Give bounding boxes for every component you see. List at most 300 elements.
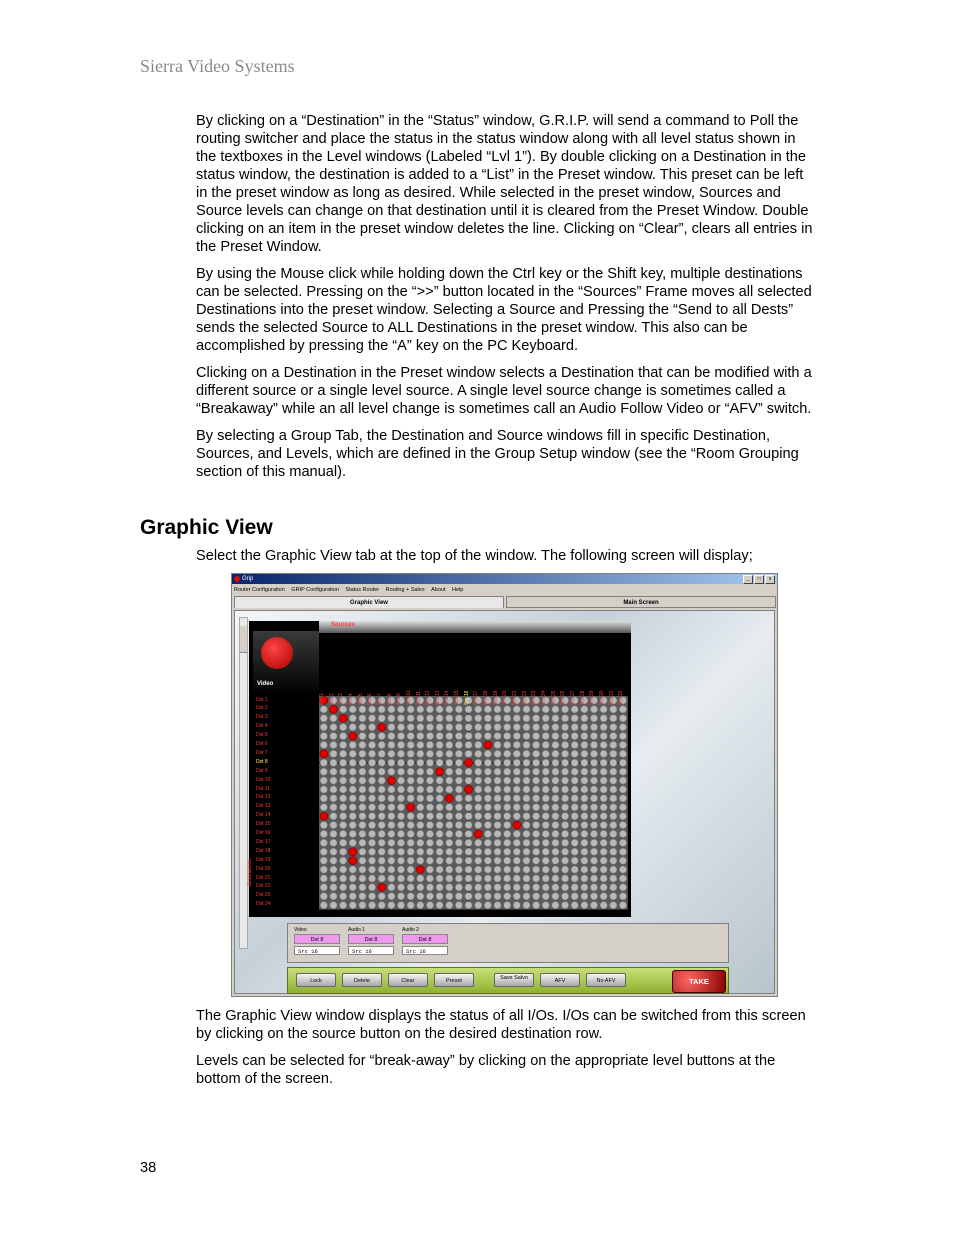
crosspoint-button[interactable] [581,813,588,820]
crosspoint-button[interactable] [494,821,501,828]
crosspoint-button[interactable] [561,732,568,739]
crosspoint-button[interactable] [610,875,617,882]
crosspoint-button[interactable] [320,724,327,731]
crosspoint-button[interactable] [590,786,597,793]
crosspoint-button[interactable] [561,884,568,891]
crosspoint-button[interactable] [378,875,385,882]
destination-label[interactable]: Dst 4 [256,723,268,730]
maximize-button[interactable]: □ [754,575,764,584]
crosspoint-button[interactable] [571,902,578,909]
crosspoint-button[interactable] [600,777,607,784]
crosspoint-button[interactable] [397,715,404,722]
crosspoint-button[interactable] [533,821,540,828]
crosspoint-button[interactable] [610,839,617,846]
crosspoint-button[interactable] [561,848,568,855]
crosspoint-button[interactable] [513,875,520,882]
crosspoint-button[interactable] [475,715,482,722]
crosspoint-button[interactable] [484,866,491,873]
crosspoint-button[interactable] [330,848,337,855]
crosspoint-button[interactable] [349,777,356,784]
crosspoint-button[interactable] [571,821,578,828]
crosspoint-button[interactable] [417,724,424,731]
crosspoint-button[interactable] [475,724,482,731]
crosspoint-button[interactable] [349,893,356,900]
crosspoint-button[interactable] [571,715,578,722]
crosspoint-button[interactable] [581,848,588,855]
crosspoint-button[interactable] [571,732,578,739]
crosspoint-button[interactable] [455,804,462,811]
crosspoint-button[interactable] [378,902,385,909]
crosspoint-button[interactable] [446,777,453,784]
crosspoint-button[interactable] [619,715,626,722]
crosspoint-active[interactable] [339,714,347,722]
crosspoint-button[interactable] [590,741,597,748]
crosspoint-button[interactable] [340,724,347,731]
crosspoint-button[interactable] [552,893,559,900]
source-label[interactable]: Src 2 [328,693,335,705]
crosspoint-button[interactable] [446,830,453,837]
source-label[interactable]: Src 19 [492,690,499,705]
crosspoint-button[interactable] [378,821,385,828]
crosspoint-button[interactable] [484,857,491,864]
crosspoint-button[interactable] [523,875,530,882]
crosspoint-button[interactable] [571,804,578,811]
crosspoint-button[interactable] [436,884,443,891]
crosspoint-button[interactable] [581,759,588,766]
source-label[interactable]: Src 25 [550,690,557,705]
crosspoint-button[interactable] [581,715,588,722]
crosspoint-button[interactable] [397,786,404,793]
crosspoint-button[interactable] [330,902,337,909]
destination-label[interactable]: Dst 11 [256,785,271,792]
crosspoint-button[interactable] [368,839,375,846]
crosspoint-button[interactable] [436,706,443,713]
crosspoint-button[interactable] [320,875,327,882]
level-dst-button[interactable]: Dst 8 [294,934,340,944]
crosspoint-button[interactable] [455,750,462,757]
crosspoint-button[interactable] [407,830,414,837]
crosspoint-button[interactable] [465,839,472,846]
crosspoint-button[interactable] [320,759,327,766]
crosspoint-button[interactable] [426,795,433,802]
crosspoint-button[interactable] [340,902,347,909]
crosspoint-button[interactable] [552,759,559,766]
crosspoint-button[interactable] [504,795,511,802]
crosspoint-button[interactable] [600,786,607,793]
crosspoint-button[interactable] [436,750,443,757]
level-dst-button[interactable]: Dst 8 [402,934,448,944]
crosspoint-button[interactable] [465,893,472,900]
crosspoint-button[interactable] [397,839,404,846]
crosspoint-button[interactable] [533,706,540,713]
crosspoint-button[interactable] [571,857,578,864]
crosspoint-button[interactable] [542,848,549,855]
crosspoint-button[interactable] [330,732,337,739]
level-dst-button[interactable]: Dst 8 [348,934,394,944]
crosspoint-button[interactable] [581,795,588,802]
crosspoint-button[interactable] [561,777,568,784]
minimize-button[interactable]: _ [743,575,753,584]
source-label[interactable]: Src 15 [454,690,461,705]
crosspoint-button[interactable] [426,724,433,731]
crosspoint-button[interactable] [340,750,347,757]
crosspoint-button[interactable] [426,759,433,766]
crosspoint-button[interactable] [388,821,395,828]
crosspoint-button[interactable] [513,732,520,739]
crosspoint-button[interactable] [533,777,540,784]
crosspoint-button[interactable] [561,839,568,846]
crosspoint-button[interactable] [368,741,375,748]
crosspoint-button[interactable] [523,768,530,775]
crosspoint-button[interactable] [455,724,462,731]
crosspoint-button[interactable] [455,821,462,828]
crosspoint-button[interactable] [436,759,443,766]
crosspoint-button[interactable] [436,902,443,909]
crosspoint-button[interactable] [330,795,337,802]
crosspoint-button[interactable] [349,795,356,802]
crosspoint-button[interactable] [368,830,375,837]
crosspoint-button[interactable] [504,821,511,828]
crosspoint-button[interactable] [417,795,424,802]
crosspoint-button[interactable] [455,786,462,793]
crosspoint-button[interactable] [552,715,559,722]
crosspoint-button[interactable] [513,848,520,855]
crosspoint-button[interactable] [426,857,433,864]
crosspoint-button[interactable] [378,866,385,873]
crosspoint-button[interactable] [397,866,404,873]
crosspoint-button[interactable] [494,724,501,731]
crosspoint-button[interactable] [600,724,607,731]
crosspoint-button[interactable] [475,795,482,802]
crosspoint-button[interactable] [542,741,549,748]
crosspoint-active[interactable] [329,705,337,713]
crosspoint-button[interactable] [407,777,414,784]
crosspoint-button[interactable] [610,821,617,828]
crosspoint-active[interactable] [465,759,473,767]
crosspoint-button[interactable] [610,848,617,855]
crosspoint-button[interactable] [561,804,568,811]
crosspoint-button[interactable] [533,759,540,766]
crosspoint-button[interactable] [590,706,597,713]
scrollbar-thumb[interactable] [240,626,247,653]
crosspoint-button[interactable] [446,715,453,722]
crosspoint-button[interactable] [542,724,549,731]
crosspoint-button[interactable] [407,821,414,828]
crosspoint-button[interactable] [407,813,414,820]
crosspoint-button[interactable] [397,875,404,882]
crosspoint-button[interactable] [436,715,443,722]
crosspoint-button[interactable] [359,795,366,802]
crosspoint-button[interactable] [446,848,453,855]
crosspoint-button[interactable] [533,724,540,731]
crosspoint-button[interactable] [426,866,433,873]
crosspoint-button[interactable] [436,732,443,739]
crosspoint-button[interactable] [388,795,395,802]
crosspoint-button[interactable] [407,795,414,802]
crosspoint-button[interactable] [359,715,366,722]
crosspoint-button[interactable] [407,902,414,909]
crosspoint-button[interactable] [561,821,568,828]
crosspoint-button[interactable] [523,884,530,891]
crosspoint-button[interactable] [475,706,482,713]
crosspoint-button[interactable] [600,875,607,882]
crosspoint-button[interactable] [600,804,607,811]
crosspoint-button[interactable] [610,795,617,802]
crosspoint-button[interactable] [590,804,597,811]
crosspoint-button[interactable] [542,875,549,882]
crosspoint-button[interactable] [561,706,568,713]
crosspoint-button[interactable] [465,884,472,891]
crosspoint-button[interactable] [378,893,385,900]
crosspoint-button[interactable] [340,813,347,820]
crosspoint-button[interactable] [455,741,462,748]
crosspoint-button[interactable] [494,706,501,713]
crosspoint-button[interactable] [378,741,385,748]
crosspoint-button[interactable] [330,875,337,882]
crosspoint-button[interactable] [600,813,607,820]
source-label[interactable]: Src 22 [521,690,528,705]
crosspoint-button[interactable] [378,857,385,864]
crosspoint-button[interactable] [417,715,424,722]
crosspoint-active[interactable] [484,741,492,749]
crosspoint-button[interactable] [610,724,617,731]
crosspoint-button[interactable] [523,893,530,900]
crosspoint-button[interactable] [407,884,414,891]
crosspoint-button[interactable] [581,866,588,873]
crosspoint-button[interactable] [455,813,462,820]
crosspoint-button[interactable] [359,902,366,909]
crosspoint-button[interactable] [533,830,540,837]
crosspoint-button[interactable] [600,795,607,802]
source-label[interactable]: Src 31 [608,690,615,705]
crosspoint-button[interactable] [484,902,491,909]
crosspoint-button[interactable] [542,795,549,802]
clear-button[interactable]: Clear [388,973,428,987]
crosspoint-button[interactable] [513,804,520,811]
close-button[interactable]: x [765,575,775,584]
crosspoint-button[interactable] [475,848,482,855]
crosspoint-button[interactable] [571,884,578,891]
crosspoint-button[interactable] [349,786,356,793]
crosspoint-button[interactable] [455,866,462,873]
crosspoint-button[interactable] [465,813,472,820]
crosspoint-button[interactable] [388,902,395,909]
crosspoint-button[interactable] [542,830,549,837]
crosspoint-button[interactable] [619,741,626,748]
crosspoint-button[interactable] [533,732,540,739]
crosspoint-button[interactable] [484,715,491,722]
crosspoint-button[interactable] [455,893,462,900]
crosspoint-button[interactable] [523,750,530,757]
crosspoint-button[interactable] [523,777,530,784]
crosspoint-button[interactable] [561,893,568,900]
crosspoint-button[interactable] [475,902,482,909]
crosspoint-button[interactable] [349,724,356,731]
crosspoint-button[interactable] [349,804,356,811]
crosspoint-button[interactable] [426,715,433,722]
source-label[interactable]: Src 3 [338,693,345,705]
crosspoint-button[interactable] [590,884,597,891]
crosspoint-button[interactable] [600,848,607,855]
crosspoint-button[interactable] [359,884,366,891]
crosspoint-button[interactable] [397,732,404,739]
crosspoint-button[interactable] [417,750,424,757]
destination-label[interactable]: Dst 2 [256,705,268,712]
menu-grip-configuration[interactable]: GRIP Configuration [291,587,339,593]
crosspoint-button[interactable] [417,706,424,713]
crosspoint-button[interactable] [494,813,501,820]
crosspoint-button[interactable] [465,875,472,882]
crosspoint-button[interactable] [504,768,511,775]
crosspoint-button[interactable] [619,750,626,757]
crosspoint-button[interactable] [436,777,443,784]
crosspoint-button[interactable] [571,813,578,820]
crosspoint-button[interactable] [349,830,356,837]
crosspoint-button[interactable] [368,893,375,900]
crosspoint-button[interactable] [320,830,327,837]
crosspoint-button[interactable] [368,813,375,820]
crosspoint-button[interactable] [494,848,501,855]
destination-label[interactable]: Dst 18 [256,847,271,854]
crosspoint-button[interactable] [475,821,482,828]
crosspoint-button[interactable] [619,732,626,739]
crosspoint-button[interactable] [436,821,443,828]
crosspoint-button[interactable] [320,795,327,802]
crosspoint-button[interactable] [533,839,540,846]
crosspoint-button[interactable] [523,902,530,909]
crosspoint-button[interactable] [552,724,559,731]
crosspoint-button[interactable] [523,839,530,846]
crosspoint-button[interactable] [533,893,540,900]
crosspoint-button[interactable] [581,821,588,828]
crosspoint-button[interactable] [542,715,549,722]
crosspoint-button[interactable] [397,750,404,757]
crosspoint-button[interactable] [397,741,404,748]
source-label[interactable]: Src 23 [531,690,538,705]
crosspoint-button[interactable] [484,839,491,846]
crosspoint-button[interactable] [455,875,462,882]
crosspoint-button[interactable] [426,777,433,784]
crosspoint-active[interactable] [387,777,395,785]
crosspoint-button[interactable] [494,715,501,722]
crosspoint-button[interactable] [494,884,501,891]
crosspoint-button[interactable] [330,830,337,837]
menu-routing-salvo[interactable]: Routing + Salvo [385,587,425,593]
crosspoint-button[interactable] [320,732,327,739]
crosspoint-button[interactable] [590,813,597,820]
crosspoint-button[interactable] [619,821,626,828]
crosspoint-button[interactable] [446,786,453,793]
source-label[interactable]: Src 8 [386,693,393,705]
crosspoint-button[interactable] [523,848,530,855]
source-label[interactable]: Src 32 [618,690,625,705]
crosspoint-button[interactable] [349,706,356,713]
crosspoint-button[interactable] [436,804,443,811]
crosspoint-button[interactable] [446,902,453,909]
crosspoint-button[interactable] [388,866,395,873]
crosspoint-button[interactable] [359,804,366,811]
crosspoint-button[interactable] [340,893,347,900]
crosspoint-button[interactable] [397,857,404,864]
source-label[interactable]: Src 9 [396,693,403,705]
crosspoint-button[interactable] [619,893,626,900]
crosspoint-button[interactable] [571,724,578,731]
crosspoint-button[interactable] [368,848,375,855]
crosspoint-active[interactable] [436,768,444,776]
crosspoint-button[interactable] [475,750,482,757]
crosspoint-button[interactable] [533,741,540,748]
crosspoint-button[interactable] [475,857,482,864]
lock-button[interactable]: Lock [296,973,336,987]
crosspoint-button[interactable] [581,706,588,713]
crosspoint-button[interactable] [561,875,568,882]
crosspoint-button[interactable] [484,813,491,820]
crosspoint-button[interactable] [484,848,491,855]
destination-label[interactable]: Dst 17 [256,838,271,845]
crosspoint-button[interactable] [484,724,491,731]
crosspoint-button[interactable] [465,777,472,784]
crosspoint-button[interactable] [330,804,337,811]
crosspoint-button[interactable] [552,884,559,891]
crosspoint-button[interactable] [397,884,404,891]
crosspoint-button[interactable] [407,732,414,739]
crosspoint-button[interactable] [407,857,414,864]
crosspoint-button[interactable] [542,866,549,873]
crosspoint-button[interactable] [368,715,375,722]
crosspoint-button[interactable] [542,839,549,846]
crosspoint-button[interactable] [397,724,404,731]
crosspoint-button[interactable] [610,750,617,757]
crosspoint-button[interactable] [417,902,424,909]
crosspoint-button[interactable] [368,821,375,828]
crosspoint-button[interactable] [475,741,482,748]
crosspoint-button[interactable] [397,759,404,766]
crosspoint-button[interactable] [542,804,549,811]
crosspoint-button[interactable] [320,706,327,713]
destination-label[interactable]: Dst 6 [256,741,268,747]
source-label[interactable]: Src 14 [444,690,451,705]
crosspoint-button[interactable] [552,875,559,882]
crosspoint-button[interactable] [397,893,404,900]
crosspoint-button[interactable] [436,741,443,748]
crosspoint-button[interactable] [446,866,453,873]
crosspoint-button[interactable] [340,768,347,775]
crosspoint-button[interactable] [610,732,617,739]
crosspoint-button[interactable] [378,777,385,784]
crosspoint-button[interactable] [465,821,472,828]
crosspoint-button[interactable] [340,830,347,837]
crosspoint-button[interactable] [320,821,327,828]
crosspoint-button[interactable] [590,732,597,739]
crosspoint-button[interactable] [561,724,568,731]
crosspoint-button[interactable] [455,830,462,837]
crosspoint-button[interactable] [533,813,540,820]
source-label[interactable]: Src 21 [512,690,518,705]
crosspoint-active[interactable] [407,803,415,811]
source-label[interactable]: Src 10 [405,690,412,705]
crosspoint-button[interactable] [407,750,414,757]
crosspoint-button[interactable] [475,839,482,846]
source-label[interactable]: Src 20 [502,690,509,705]
crosspoint-button[interactable] [561,786,568,793]
crosspoint-button[interactable] [397,777,404,784]
crosspoint-button[interactable] [426,813,433,820]
crosspoint-button[interactable] [561,741,568,748]
crosspoint-button[interactable] [426,786,433,793]
crosspoint-button[interactable] [465,732,472,739]
crosspoint-button[interactable] [455,795,462,802]
crosspoint-button[interactable] [368,724,375,731]
